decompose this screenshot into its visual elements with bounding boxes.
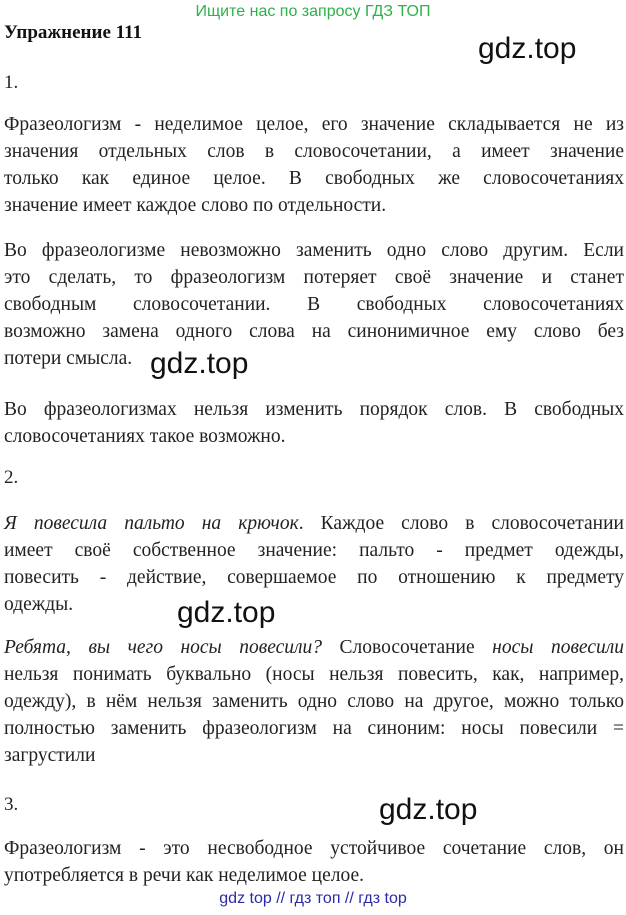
example-phrase: Я повесила пальто на крючок <box>4 513 299 534</box>
text-line: Фразеологизм - неделимое целое, его значение складывается не из <box>4 114 624 135</box>
text-line <box>4 510 624 537</box>
text-line: нельзя понимать буквально (носы нельзя повесить, как, например, <box>4 664 624 685</box>
text-line: Во фразеологизме невозможно заменить одно слово другим. Если <box>4 240 624 261</box>
text-line: одежды. <box>4 594 74 615</box>
text-line: словосочетаниях такое возможно. <box>4 426 286 447</box>
search-banner: Ищите нас по запросу ГДЗ ТОП <box>195 3 431 20</box>
text-line <box>4 634 624 661</box>
example-phrase: Ребята, вы чего носы повесили? <box>4 637 323 658</box>
watermark: gdz.top <box>150 347 249 380</box>
text-fragment: Словосочетание <box>322 637 493 658</box>
text-line: одежду), в нём нельзя заменить одно слово на другое, можно только <box>4 691 624 712</box>
text-line: возможно замена одного слова на синонимичное ему слово без <box>4 321 624 342</box>
paragraph <box>4 111 624 219</box>
text-line: Во фразеологизмах нельзя изменить порядок слов. В свободных <box>4 399 624 420</box>
text-line: потери смысла. <box>4 348 133 369</box>
paragraph <box>4 634 624 769</box>
watermark: gdz.top <box>177 596 276 629</box>
text-line: это сделать, то фразеологизм потеряет своё значение и станет <box>4 267 624 288</box>
text-line: загрустили <box>4 745 96 766</box>
section-number: 2. <box>4 467 19 488</box>
text-fragment: . Каждое слово в словосочетании <box>298 513 624 534</box>
text-line: повесить - действие, совершаемое по отношению к предмету <box>4 567 624 588</box>
text-line: только как единое целое. В свободных же словосочетаниях <box>4 168 624 189</box>
text-line: Фразеологизм - это несвободное устойчивое сочетание слов, он <box>4 838 624 859</box>
paragraph <box>4 510 624 618</box>
example-phrase: носы повесили <box>492 637 624 658</box>
paragraph <box>4 396 624 450</box>
text-line: свободным словосочетании. В свободных словосочетаниях <box>4 294 624 315</box>
watermark: gdz.top <box>379 793 478 826</box>
text-line: значения отдельных слов в словосочетании, а имеет значение <box>4 141 624 162</box>
paragraph <box>4 835 624 889</box>
watermark: gdz.top <box>478 32 577 65</box>
exercise-title: Упражнение 111 <box>4 22 143 43</box>
text-line: употребляется в речи как неделимое целое. <box>4 865 364 886</box>
text-line: значение имеет каждое слово по отдельности. <box>4 195 387 216</box>
text-line: полностью заменить фразеологизм на синоним: носы повесили = <box>4 718 624 739</box>
section-number: 1. <box>4 72 19 93</box>
footer-links: gdz top // гдз топ // гдз top <box>219 890 407 907</box>
paragraph <box>4 237 624 372</box>
text-line: имеет своё собственное значение: пальто - предмет одежды, <box>4 540 624 561</box>
section-number: 3. <box>4 794 19 815</box>
